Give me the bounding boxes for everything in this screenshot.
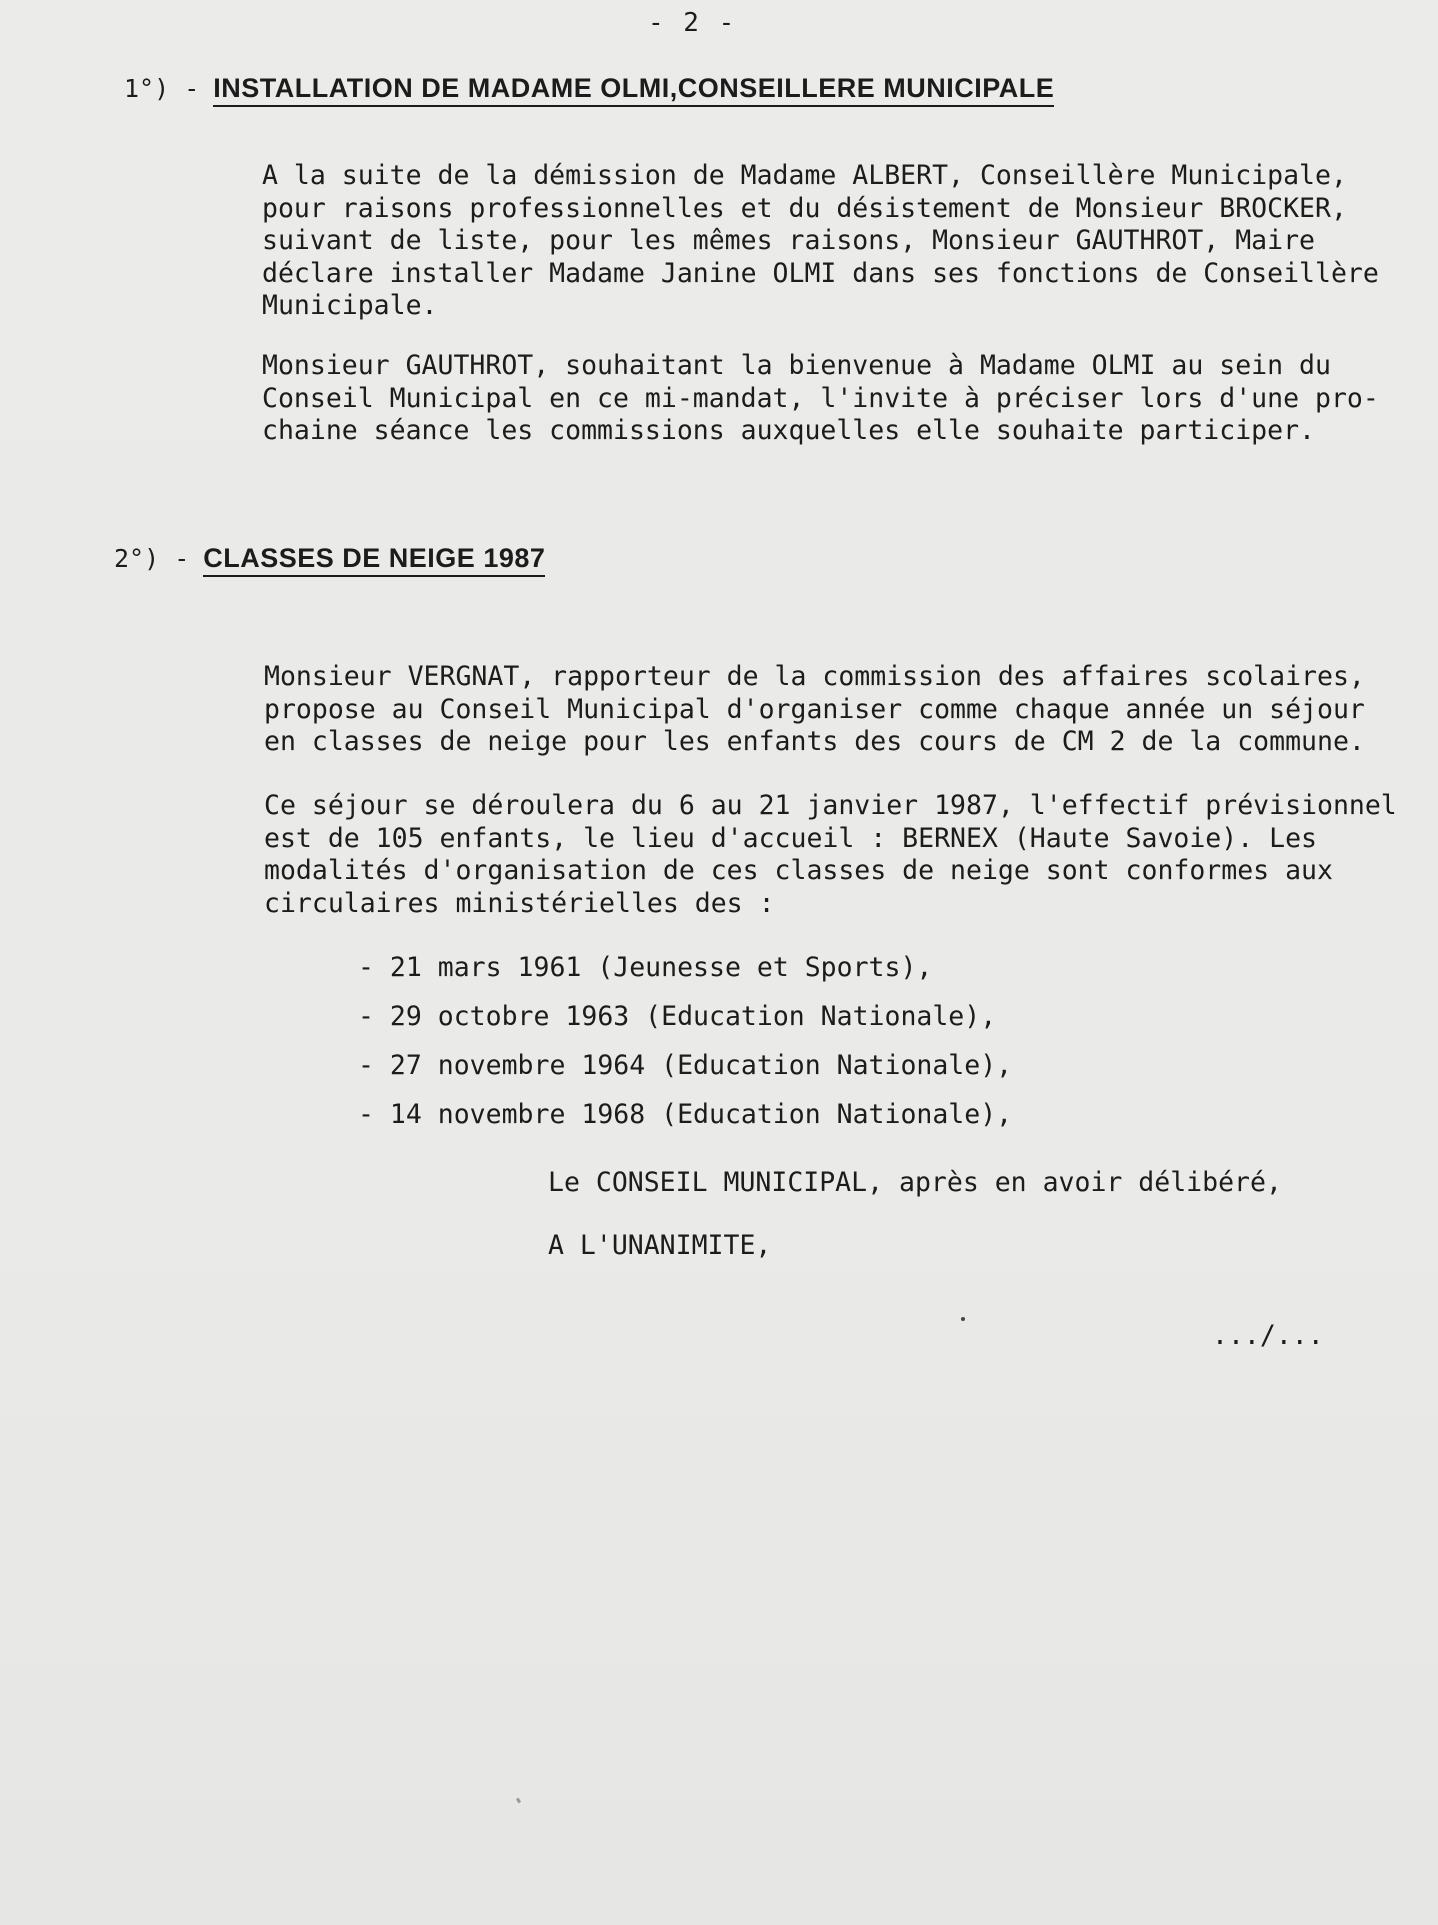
- section-2-heading: [114, 543, 545, 574]
- list-item: - 21 mars 1961 (Jeunesse et Sports),: [358, 952, 933, 983]
- list-item: - 29 octobre 1963 (Education Nationale),: [358, 1001, 997, 1032]
- vote-line: A L'UNANIMITE,: [548, 1230, 772, 1261]
- section-2-number: 2°) -: [114, 544, 190, 573]
- stray-dot: [961, 1317, 965, 1321]
- section-1-paragraph-2: Monsieur GAUTHROT, souhaitant la bienvenue à Madame OLMI au sein du Conseil Municipal en ce mi-mandat, l'invite à préciser lors d'une pro- chaine séance les commissions auxquelles elle souhaite participer.: [262, 350, 1379, 446]
- section-2-paragraph-1: Monsieur VERGNAT, rapporteur de la commission des affaires scolaires, propose au Conseil Municipal d'organiser comme chaque année un séjour en classes de neige pour les enfants des cours de CM 2 de la commune.: [264, 661, 1365, 757]
- deliberation-line: Le CONSEIL MUNICIPAL, après en avoir délibéré,: [548, 1167, 1282, 1198]
- section-1-paragraph-1: A la suite de la démission de Madame ALBERT, Conseillère Municipale, pour raisons professionnelles et du désistement de Monsieur BROCKER, suivant de liste, pour les mêmes raisons, Monsieur GAUTHROT, Maire déclare installer Madame Janine OLMI dans ses fonctions de Conseillère Municipale.: [262, 160, 1379, 321]
- list-item: - 27 novembre 1964 (Education Nationale),: [358, 1050, 1013, 1081]
- continuation-marker: .../...: [1212, 1320, 1324, 1351]
- section-1-title: INSTALLATION DE MADAME OLMI,CONSEILLERE MUNICIPALE: [213, 73, 1054, 107]
- page-number: - 2 -: [648, 8, 737, 38]
- circulars-list: [358, 952, 1012, 1148]
- section-2-paragraph-2: Ce séjour se déroulera du 6 au 21 janvier 1987, l'effectif prévisionnel est de 105 enfants, le lieu d'accueil : BERNEX (Haute Savoie). Les modalités d'organisation de ces classes de neige sont conformes aux circulaires ministérielles des :: [264, 790, 1397, 919]
- list-item: - 14 novembre 1968 (Education Nationale),: [358, 1099, 1013, 1130]
- paper-speck: [516, 1798, 521, 1804]
- section-1-heading: [124, 73, 1054, 104]
- section-1-number: 1°) -: [124, 74, 200, 103]
- section-2-title: CLASSES DE NEIGE 1987: [203, 543, 545, 577]
